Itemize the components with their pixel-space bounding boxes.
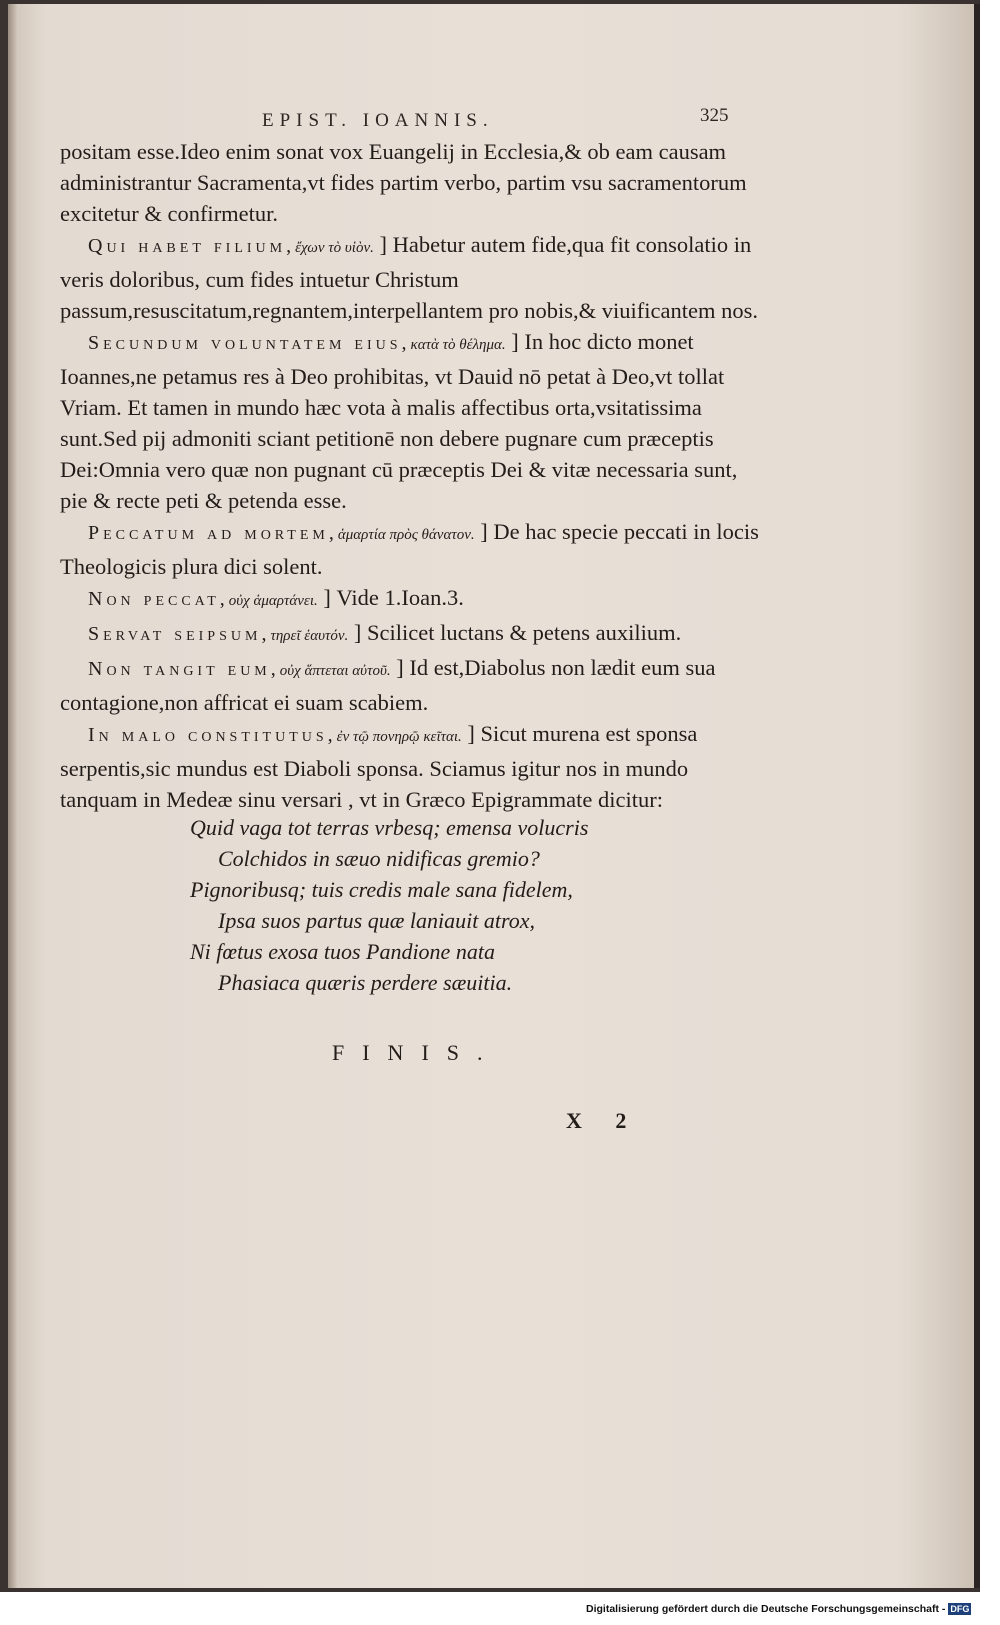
verse-line: Colchidos in sæuo nidificas gremio? [218, 846, 540, 871]
paragraph-text: ] Habetur autem fide,qua fit consolatio in veris doloribus, cum fides intuetur Christum passum,resuscitatum,regnantem,interpellantem pro nobis,& viuificantem nos. [60, 232, 758, 323]
paragraph [60, 136, 770, 229]
credit-text: Digitalisierung gefördert durch die Deutsche Forschungsgemeinschaft - [586, 1603, 946, 1615]
verse-line: Pignoribusq; tuis credis male sana fidelem, [190, 877, 573, 902]
finis-heading: FINIS. [332, 1040, 501, 1065]
paragraph-text: ] Sicut murena est sponsa serpentis,sic mundus est Diaboli sponsa. Sciamus igitur nos in mundo tanquam in Medeæ sinu versari , vt in Græco Epigrammate dicitur: [60, 721, 698, 812]
greek-lemma: ἐν τῷ πονηρῷ κεῖται. [336, 729, 462, 745]
page-number: 325 [700, 105, 729, 126]
paragraph [60, 652, 770, 718]
digitization-credit [586, 1603, 971, 1615]
dfg-logo: DFG [950, 1604, 970, 1615]
running-head: EPIST. IOANNIS. [262, 110, 494, 131]
epigram-verse [190, 812, 650, 998]
lemma: Secundum voluntatem eius, [88, 332, 411, 354]
paragraph-text: ] Scilicet luctans & petens auxilium. [353, 620, 682, 645]
greek-lemma: κατὰ τὸ θέλημα. [410, 337, 506, 353]
page-gutter-shadow [8, 4, 18, 1588]
paragraph-text: ] In hoc dicto monet Ioannes,ne petamus res à Deo prohibitas, vt Dauid nō petat à Deo,vt tollat Vriam. Et tamen in mundo hæc vota à malis affectibus orta,vsitatissima sunt.Sed pij admoniti sciant petitionē non debere pugnare cum præceptis Dei:Omnia vero quæ non pugnant cū præceptis Dei & vitæ necessaria sunt, pie & recte peti & petenda esse. [60, 329, 738, 513]
paragraph [60, 617, 770, 652]
greek-lemma: ἁμαρτία πρὸς θάνατον. [337, 527, 475, 543]
paragraph-text: positam esse.Ideo enim sonat vox Euangelij in Ecclesia,& ob eam causam administrantur Sacramenta,vt fides partim verbo, partim vsu sacramentorum excitetur & confirmetur. [60, 139, 747, 226]
paragraph-text: ] Id est,Diabolus non lædit eum sua contagione,non affricat ei suam scabiem. [60, 655, 716, 715]
verse-line: Phasiaca quæris perdere sæuitia. [218, 970, 513, 995]
verse-line: Ni fœtus exosa tuos Pandione nata [190, 939, 495, 964]
greek-lemma: οὐχ ἅπτεται αὐτοῦ. [279, 663, 391, 679]
lemma: Non tangit eum, [88, 658, 280, 680]
signature-mark: X 2 [566, 1108, 641, 1133]
lemma: Non peccat, [88, 588, 229, 610]
lemma: In malo constitutus, [88, 724, 337, 746]
paragraph [60, 718, 770, 815]
verse-line: Quid vaga tot terras vrbesq; emensa volucris [190, 815, 589, 840]
lemma: Peccatum ad mortem, [88, 522, 338, 544]
paragraph [60, 326, 770, 516]
paragraph-text: ] De hac specie peccati in locis Theologicis plura dici solent. [60, 519, 759, 579]
lemma: Qui habet filium, [88, 235, 296, 257]
greek-lemma: οὐχ ἁμαρτάνει. [228, 593, 318, 609]
paragraph [60, 516, 770, 582]
paragraph [60, 582, 770, 617]
paragraph-text: ] Vide 1.Ioan.3. [323, 585, 464, 610]
paragraph [60, 229, 770, 326]
greek-lemma: τηρεῖ ἑαυτόν. [270, 628, 349, 644]
greek-lemma: ἔχων τὸ υἱὸν. [295, 240, 374, 256]
commentary-text [60, 136, 770, 815]
verse-line: Ipsa suos partus quæ laniauit atrox, [218, 908, 535, 933]
lemma: Servat seipsum, [88, 623, 271, 645]
